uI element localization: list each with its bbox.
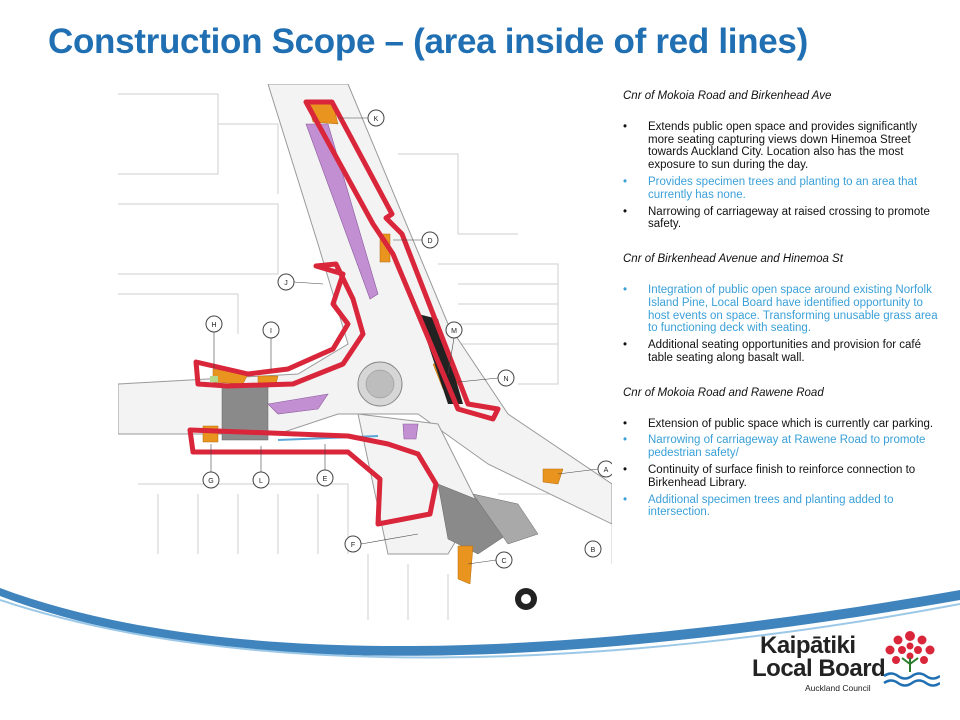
marker-l: L: [259, 478, 263, 485]
logo-line1: Kaipātiki: [760, 632, 856, 659]
marker-f: F: [350, 542, 356, 549]
bullet-item: • Additional seating opportunities and provision for café table seating along basalt wall.: [623, 339, 945, 365]
marker-b: B: [590, 547, 596, 554]
bullet-list: [623, 121, 945, 231]
section-heading: Cnr of Mokoia Road and Rawene Road: [623, 386, 824, 399]
pohutukawa-logo-icon: [880, 628, 940, 690]
bullet-item: • Extends public open space and provides significantly more seating capturing views down Hinemoa Street towards Auckland City. Location also has the most exposure to sun during the day.: [623, 121, 945, 172]
marker-d: D: [427, 238, 433, 245]
section-heading: Cnr of Mokoia Road and Birkenhead Ave: [623, 90, 832, 102]
slide-title: Construction Scope – (area inside of red lines): [48, 22, 808, 61]
marker-i: I: [270, 328, 272, 335]
marker-m: M: [451, 328, 457, 335]
bullet-item: • Additional specimen trees and planting added to intersection.: [623, 494, 945, 520]
site-plan-map: [118, 84, 612, 620]
kaipatiki-local-board-logo: [742, 628, 942, 698]
bullet-item: • Continuity of surface finish to reinforce connection to Birkenhead Library.: [623, 464, 945, 490]
bullet-list: [623, 284, 945, 365]
marker-k: K: [373, 116, 379, 123]
marker-g: G: [208, 478, 214, 485]
logo-line2: Local Board: [752, 655, 886, 682]
marker-h: H: [211, 322, 217, 329]
section-heading: Cnr of Birkenhead Avenue and Hinemoa St: [623, 253, 843, 266]
marker-j: J: [284, 280, 288, 287]
marker-c: C: [501, 558, 507, 565]
bullet-item: • Narrowing of carriageway at raised crossing to promote safety.: [623, 206, 945, 232]
marker-e: E: [322, 476, 328, 483]
bullet-item: • Extension of public space which is currently car parking.: [623, 418, 945, 431]
marker-a: A: [603, 467, 609, 474]
bullet-item: • Integration of public open space around existing Norfolk Island Pine, Local Board have identified opportunity to host events on space. Transforming unusable grass area to functioning deck with seating.: [623, 284, 945, 335]
marker-n: N: [503, 376, 509, 383]
bullet-list: [623, 418, 945, 520]
text-panel: [623, 90, 945, 541]
bullet-item: • Provides specimen trees and planting to an area that currently has none.: [623, 176, 945, 202]
logo-line3: Auckland Council: [805, 683, 871, 693]
site-plan-drawing: [118, 84, 612, 620]
bullet-item: • Narrowing of carriageway at Rawene Road to promote pedestrian safety/: [623, 434, 945, 460]
